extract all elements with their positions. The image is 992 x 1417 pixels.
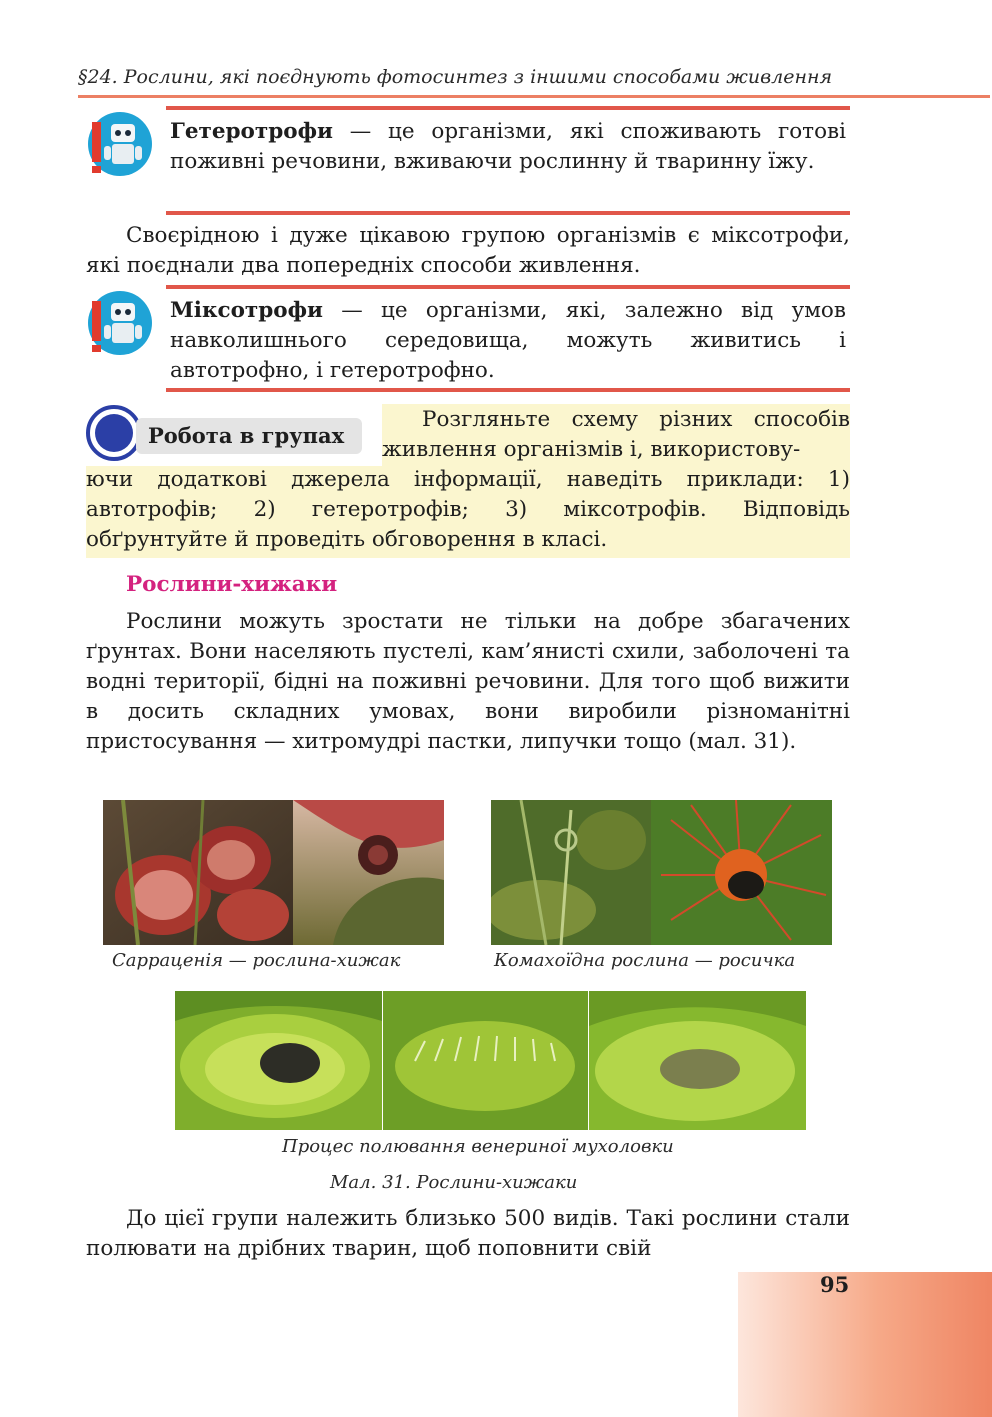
- figure-caption: Мал. 31. Рослини-хижаки: [330, 1172, 578, 1193]
- definition-rule-bottom: [166, 388, 850, 392]
- group-work-icon: [86, 405, 142, 461]
- group-task-text: Розгляньте схему різних способів живлення організмів і, використову-: [382, 407, 850, 462]
- definition-text: — це організми, які, залежно від умов навколишнього середовища, можуть живитись і автотрофно, і гетеротрофно.: [170, 298, 846, 383]
- final-paragraph: До цієї групи належить близько 500 видів. Такі рослини стали полювати на дрібних тварин, щоб поповнити свій: [86, 1206, 850, 1261]
- group-work-label: Робота в групах: [136, 418, 362, 454]
- section-title: Рослини-хижаки: [126, 572, 338, 597]
- photo-caption: Комахоїдна рослина — росичка: [494, 950, 796, 971]
- intro-paragraph: Своєрідною і дуже цікавою групою організмів є міксотрофи, які поєднали два попередніх способи живлення.: [86, 223, 850, 278]
- venus-flytrap-photo: [175, 991, 806, 1130]
- definition-term: Міксотрофи: [170, 298, 323, 323]
- sundew-photo: [491, 800, 832, 945]
- page-number: 95: [820, 1272, 850, 1297]
- definition-rule-top: [166, 285, 850, 289]
- definition-mixotrophs: [170, 296, 846, 386]
- definition-rule-top: [166, 106, 850, 110]
- robot-icon: [86, 289, 154, 357]
- robot-icon: [86, 110, 154, 178]
- group-task-text: ючи додаткові джерела інформації, наведіть приклади: 1) автотрофів; 2) гетеротрофів; 3) міксотрофів. Відповідь обґрунтуйте й проведіть обговорення в класі.: [86, 467, 850, 552]
- definition-heterotrophs: [170, 117, 846, 177]
- definition-rule-bottom: [166, 211, 850, 215]
- definition-term: Гетеротрофи: [170, 119, 333, 144]
- header-divider: [78, 95, 990, 98]
- photo-caption: Процес полювання венериної мухоловки: [282, 1136, 674, 1157]
- sarracenia-photo: [103, 800, 444, 945]
- page-corner-decoration: [738, 1272, 992, 1417]
- definition-text: — це організми, які споживають готові поживні речовини, вживаючи рослинну й тваринну їжу.: [170, 119, 846, 174]
- photo-caption: Сарраценія — рослина-хижак: [112, 950, 401, 971]
- section-paragraph: Рослини можуть зростати не тільки на добре збагачених ґрунтах. Вони населяють пустелі, кам’янисті схили, заболочені та водні території, бідні на поживні речовини. Для того щоб вижити в досить складних умовах, вони виробили різноманітні пристосування — хитромудрі пастки, липучки тощо (мал. 31).: [86, 609, 850, 754]
- running-header: §24. Рослини, які поєднують фотосинтез з іншими способами живлення: [78, 66, 833, 88]
